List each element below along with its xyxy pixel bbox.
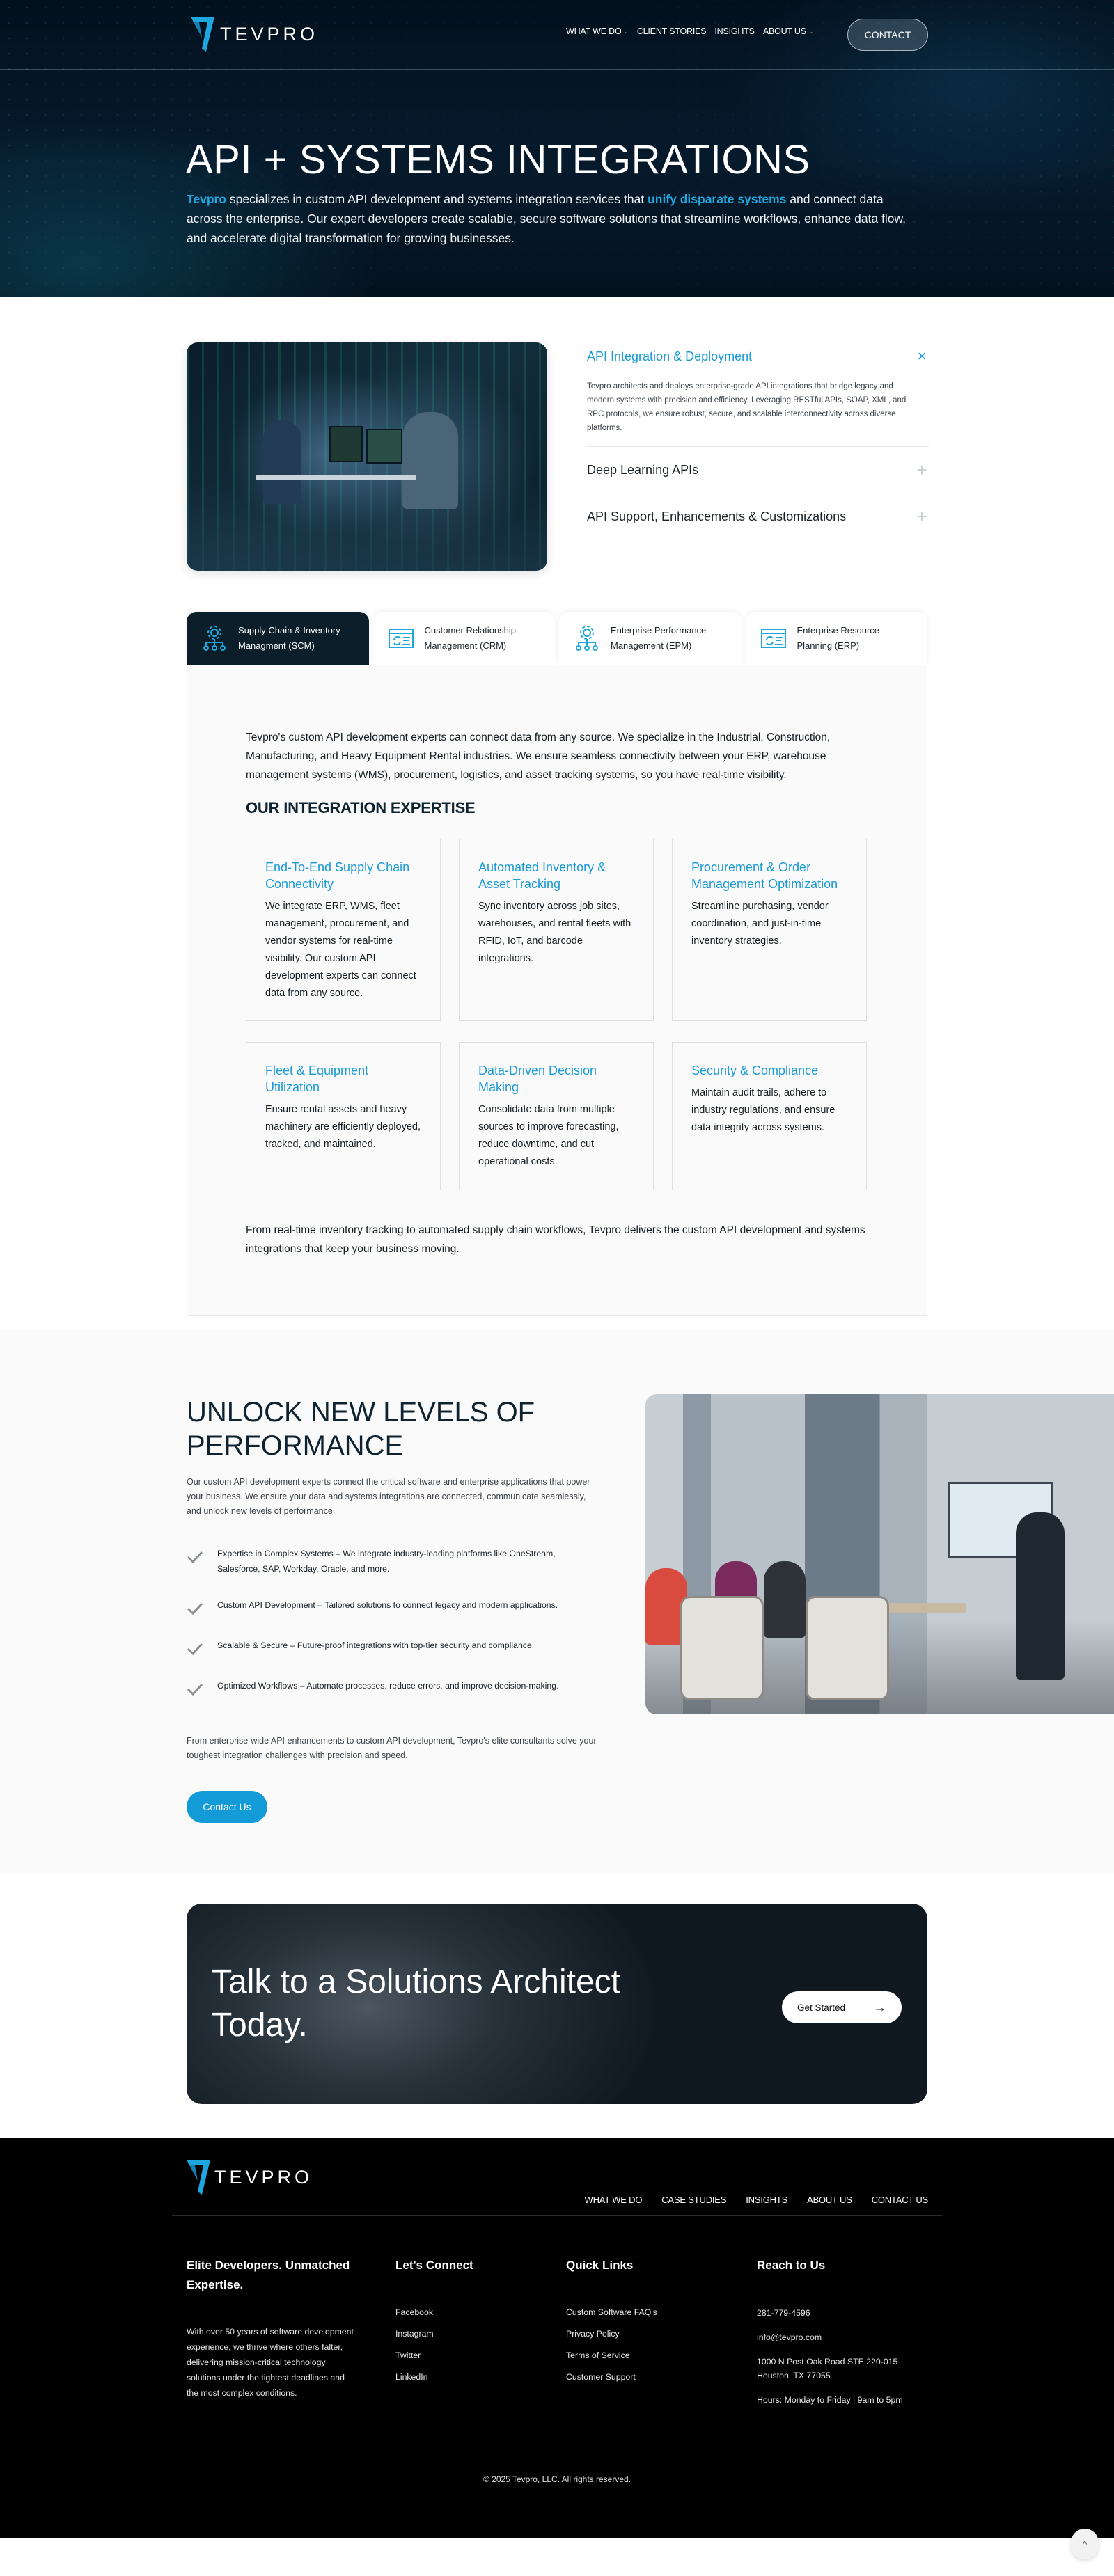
benefit-item	[187, 1678, 590, 1698]
browser-sync-icon	[760, 624, 787, 652]
business-hours: Hours: Monday to Friday | 9am to 5pm	[757, 2395, 903, 2405]
photo-chair	[680, 1596, 764, 1700]
tab-label	[797, 623, 880, 654]
nav-label: INSIGHTS	[714, 26, 755, 36]
panel-outro: From real-time inventory tracking to automated supply chain workflows, Tevpro delivers the custom API development and systems integrations that keep your business moving.	[246, 1224, 865, 1255]
photo-chair	[806, 1596, 889, 1700]
address-line: 1000 N Post Oak Road STE 220-015	[757, 2357, 898, 2366]
close-icon[interactable]: ×	[917, 347, 927, 365]
copyright: © 2025 Tevpro, LLC. All rights reserved.	[483, 2474, 631, 2484]
benefits-list	[187, 1546, 590, 1718]
hero-intro	[187, 189, 911, 248]
top-navigation	[0, 0, 1114, 70]
tab-erp[interactable]	[746, 612, 928, 665]
card-title: End-To-End Supply Chain Connectivity	[265, 860, 410, 891]
footer-about-title: Elite Developers. Unmatched Expertise.	[187, 2259, 350, 2291]
tab-label-line: Management (EPM)	[611, 640, 692, 651]
support-link[interactable]: Customer Support	[566, 2372, 636, 2382]
tab-panel-scm	[187, 665, 927, 1316]
linkedin-link[interactable]: LinkedIn	[395, 2372, 428, 2382]
footer-nav-insights[interactable]: INSIGHTS	[746, 2195, 788, 2205]
accordion-title: Deep Learning APIs	[587, 462, 699, 477]
privacy-link[interactable]: Privacy Policy	[566, 2329, 620, 2339]
footer-about-text: With over 50 years of software development experience, we thrive where others falter, delivering mission-critical technology solutions under the tightest deadlines and the most complex conditions.	[187, 2327, 354, 2398]
facebook-link[interactable]: Facebook	[395, 2307, 434, 2317]
tab-label	[611, 623, 706, 654]
expertise-card	[672, 1042, 867, 1190]
hero-text: specializes in custom API development and systems integration services that	[226, 192, 648, 206]
card-text: Streamline purchasing, vendor coordination, and just-in-time inventory strategies.	[691, 901, 829, 947]
accordion	[587, 339, 929, 539]
performance-section	[0, 1330, 1114, 1873]
contact-us-button[interactable]: Contact Us	[187, 1791, 267, 1823]
benefit-text: Expertise in Complex Systems – We integrate industry-leading platforms like OneStream, Salesforce, SAP, Workday, Oracle, and more.	[217, 1549, 556, 1574]
terms-link[interactable]: Terms of Service	[566, 2350, 630, 2360]
cta-title: Talk to a Solutions Architect Today.	[212, 1963, 620, 2044]
social-links	[395, 2307, 473, 2382]
quick-links	[566, 2307, 657, 2382]
nav-label: CLIENT STORIES	[636, 26, 707, 36]
footer-nav-contact-us[interactable]: CONTACT US	[871, 2195, 928, 2205]
checkmark-icon	[187, 1681, 203, 1698]
benefit-item	[187, 1546, 590, 1577]
checkmark-icon	[187, 1600, 203, 1617]
cta-banner	[187, 1904, 927, 2104]
tab-label-line: Customer Relationship	[424, 625, 517, 635]
card-title: Automated Inventory & Asset Tracking	[478, 860, 606, 891]
brand-link[interactable]: Tevpro	[187, 192, 227, 206]
performance-outro: From enterprise-wide API enhancements to custom API development, Tevpro's elite consultants solve your toughest integration challenges with precision and speed.	[187, 1736, 597, 1760]
tevpro-logo-icon	[187, 2160, 210, 2195]
nav-what-we-do[interactable]	[566, 26, 629, 36]
benefit-text: Scalable & Secure – Future-proof integrations with top-tier security and compliance.	[217, 1641, 535, 1650]
card-title: Fleet & Equipment Utilization	[265, 1064, 369, 1094]
nav-insights[interactable]	[714, 26, 754, 36]
chevron-down-icon: ⌄	[623, 27, 629, 35]
page-bottom-spacer	[0, 2538, 1114, 2552]
back-to-top-button[interactable]	[1071, 2529, 1099, 2559]
accordion-header[interactable]	[587, 447, 929, 493]
footer-connect-title: Let's Connect	[395, 2259, 473, 2272]
expertise-card	[672, 839, 867, 1021]
photo-monitor	[329, 426, 363, 462]
card-title: Procurement & Order Management Optimization	[691, 860, 838, 891]
card-text: We integrate ERP, WMS, fleet management, procurement, and vendor systems for real-time visibility. Our custom API development experts can connect data from any source.	[265, 901, 416, 999]
unify-systems-link[interactable]: unify disparate systems	[648, 192, 787, 206]
logo-text: TEVPRO	[214, 2166, 313, 2188]
tab-label-line: Supply Chain & Inventory	[238, 625, 340, 635]
accordion-item-api-support	[587, 493, 929, 539]
benefit-text: Optimized Workflows – Automate processes, reduce errors, and improve decision-making.	[217, 1681, 559, 1691]
plus-icon[interactable]: +	[916, 459, 927, 480]
footer-quick-title: Quick Links	[566, 2259, 634, 2272]
expertise-card	[246, 839, 441, 1021]
tab-label-line: Management (CRM)	[424, 640, 507, 651]
footer-logo[interactable]	[187, 2160, 313, 2195]
main-menu	[566, 26, 813, 36]
card-text: Ensure rental assets and heavy machinery are efficiently deployed, tracked, and maintained.	[265, 1104, 421, 1150]
accordion-header[interactable]	[587, 339, 929, 365]
benefit-text: Custom API Development – Tailored solutions to connect legacy and modern applications.	[217, 1600, 558, 1610]
nav-label: WHAT WE DO	[566, 26, 622, 36]
accordion-body: Tevpro architects and deploys enterprise-grade API integrations that bridge legacy and modern systems with precision and efficiency. Leveraging RESTful APIs, SOAP, XML, and RPC protocols, we ensure robust, secure, and scalable interconnectivity across diverse platforms.	[587, 382, 907, 432]
meeting-photo	[645, 1394, 1114, 1714]
hero-section	[0, 0, 1114, 297]
photo-person	[263, 420, 301, 504]
card-title: Data-Driven Decision Making	[478, 1064, 597, 1094]
photo-desk	[256, 475, 416, 480]
instagram-link[interactable]: Instagram	[395, 2329, 434, 2339]
photo-person	[764, 1561, 806, 1638]
phone-link[interactable]: 281-779-4596	[757, 2308, 810, 2318]
chevron-down-icon: ⌄	[808, 27, 814, 35]
arrow-right-icon: →	[874, 2000, 886, 2014]
browser-sync-icon	[387, 624, 415, 652]
nav-client-stories[interactable]	[637, 26, 707, 36]
chevron-up-icon: ^	[1082, 2538, 1088, 2550]
get-started-label: Get Started	[797, 2002, 846, 2013]
tevpro-logo-icon	[191, 17, 214, 52]
photo-presenter	[1016, 1512, 1065, 1680]
tab-label	[425, 623, 517, 654]
tab-label-line: Enterprise Resource	[797, 625, 879, 635]
benefit-item	[187, 1638, 590, 1657]
footer-nav-about-us[interactable]: ABOUT US	[807, 2195, 852, 2205]
gear-network-icon	[573, 624, 601, 652]
services-accordion-section	[0, 297, 1114, 612]
expertise-card	[459, 839, 654, 1021]
card-text: Sync inventory across job sites, warehouses, and rental fleets with RFID, IoT, and barcode integrations.	[478, 901, 631, 964]
performance-title: UNLOCK NEW LEVELS OF PERFORMANCE	[187, 1397, 535, 1461]
faq-link[interactable]: Custom Software FAQ's	[566, 2307, 657, 2317]
accordion-header[interactable]	[587, 493, 929, 539]
tab-label-line: Planning (ERP)	[797, 640, 860, 651]
tab-scm[interactable]	[187, 612, 369, 665]
email-link[interactable]: info@tevpro.com	[757, 2332, 822, 2342]
footer-about	[187, 2256, 368, 2401]
get-started-button[interactable]	[782, 1991, 902, 2023]
accordion-title: API Support, Enhancements & Customizations	[587, 509, 847, 523]
expertise-heading: OUR INTEGRATION EXPERTISE	[246, 799, 476, 816]
footer	[0, 2138, 1114, 2538]
tab-label-line: Enterprise Performance	[611, 625, 707, 635]
footer-nav-what-we-do[interactable]: WHAT WE DO	[584, 2195, 643, 2205]
hero-text: and connect data across the enterprise. Our expert developers create scalable, secure software solutions that streamline workflows, enhance data flow, and accelerate digital transformation for growing businesses.	[187, 192, 907, 245]
plus-icon[interactable]: +	[916, 505, 927, 527]
accordion-item-api-integration	[587, 339, 929, 447]
tab-label	[238, 623, 340, 654]
accordion-item-deep-learning	[587, 447, 929, 493]
twitter-link[interactable]: Twitter	[395, 2350, 421, 2360]
address-line: Houston, TX 77055	[757, 2371, 831, 2380]
gear-network-icon	[201, 624, 228, 652]
tab-crm[interactable]	[373, 612, 556, 665]
tab-label-line: Managment (SCM)	[238, 640, 315, 651]
checkmark-icon	[187, 1549, 203, 1565]
card-text: Consolidate data from multiple sources to improve forecasting, reduce downtime, and cut operational costs.	[478, 1104, 619, 1167]
logo-text: TEVPRO	[220, 23, 319, 45]
checkmark-icon	[187, 1641, 203, 1657]
card-text: Maintain audit trails, adhere to industry regulations, and ensure data integrity across systems.	[691, 1087, 836, 1133]
footer-reach	[757, 2256, 903, 2407]
expertise-card	[246, 1042, 441, 1190]
accordion-title: API Integration & Deployment	[587, 349, 753, 363]
nav-label: ABOUT US	[762, 26, 806, 36]
integrations-tabs-section	[0, 612, 1114, 1322]
performance-lead: Our custom API development experts connect the critical software and enterprise applications that power your business. We ensure your data and systems integrations are connected, communicate seamlessly, and unlock new levels of performance.	[187, 1477, 590, 1516]
cta-section	[0, 1873, 1114, 2138]
contact-button[interactable]: CONTACT	[847, 19, 928, 51]
expertise-cards	[246, 839, 867, 1190]
developers-photo	[187, 342, 547, 571]
photo-person	[402, 412, 458, 509]
panel-intro: Tevpro's custom API development experts can connect data from any source. We specialize in the Industrial, Construction, Manufacturing, and Heavy Equipment Rental industries. We ensure seamless connectivity between your ERP, warehouse management systems (WMS), procurement, logistics, and asset tracking systems, so you have real-time visibility.	[246, 732, 831, 781]
footer-quick-links	[566, 2256, 657, 2394]
expertise-card	[459, 1042, 654, 1190]
tab-epm[interactable]	[559, 612, 742, 665]
footer-nav-case-studies[interactable]: CASE STUDIES	[661, 2195, 727, 2205]
photo-monitor	[366, 429, 402, 464]
footer-divider	[172, 2215, 942, 2216]
page-title: API + SYSTEMS INTEGRATIONS	[186, 137, 810, 182]
footer-nav	[585, 2195, 928, 2205]
logo[interactable]	[191, 17, 318, 52]
nav-about-us[interactable]	[763, 26, 813, 36]
card-title: Security & Compliance	[691, 1064, 819, 1077]
footer-reach-title: Reach to Us	[757, 2259, 826, 2272]
tab-list	[187, 612, 927, 665]
footer-connect	[395, 2256, 473, 2394]
benefit-item	[187, 1597, 590, 1617]
